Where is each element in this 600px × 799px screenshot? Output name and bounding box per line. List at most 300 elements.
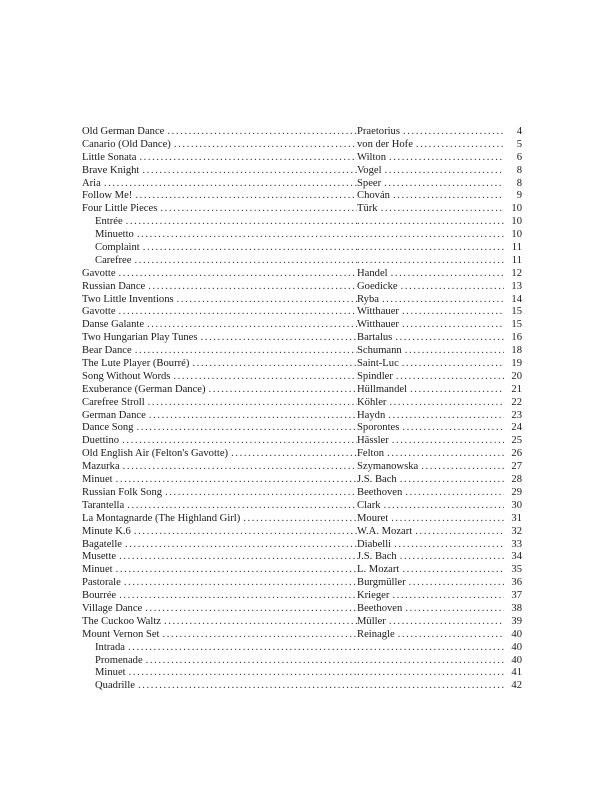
toc-composer-cell — [357, 371, 504, 384]
page-number: 8 — [516, 164, 522, 176]
piece-title: Follow Me! — [82, 190, 133, 202]
composer-name: Krieger — [357, 590, 390, 602]
composer-name: Diabelli — [357, 538, 392, 550]
toc-entry — [82, 564, 522, 577]
toc-title-cell — [82, 371, 357, 384]
toc-title-cell — [82, 590, 357, 603]
toc-composer-cell — [357, 203, 504, 216]
piece-title: Old English Air (Felton's Gavotte) — [82, 448, 229, 460]
toc-subentry — [82, 242, 522, 255]
piece-title: Carefree Stroll — [82, 396, 145, 408]
toc-title-cell — [82, 126, 357, 139]
piece-title: Minuet — [82, 564, 113, 576]
page-number: 4 — [516, 126, 522, 137]
page-number: 42 — [511, 680, 522, 692]
page-number: 29 — [511, 486, 522, 498]
dot-leader — [243, 513, 357, 526]
toc-entry — [82, 332, 522, 345]
toc-title-cell — [82, 487, 357, 500]
dot-leader — [173, 371, 357, 384]
dot-leader — [402, 422, 504, 435]
dot-leader — [126, 216, 357, 229]
composer-name: Saint-Luc — [357, 358, 399, 370]
toc-composer-cell — [357, 642, 504, 655]
toc-title-cell — [82, 384, 357, 397]
dot-leader — [127, 500, 357, 513]
page-number: 40 — [511, 628, 522, 640]
dot-leader — [394, 539, 504, 552]
table-of-contents — [82, 126, 522, 693]
piece-title: Quadrille — [95, 680, 136, 692]
piece-title: Exuberance (German Dance) — [82, 383, 206, 395]
toc-composer-cell — [357, 410, 504, 423]
piece-title: Minuet — [95, 667, 126, 679]
dot-leader — [357, 242, 504, 255]
toc-entry — [82, 526, 522, 539]
toc-title-cell — [82, 629, 357, 642]
composer-name: W.A. Mozart — [357, 525, 413, 537]
dot-leader — [146, 655, 357, 668]
page-number: 34 — [511, 551, 522, 563]
page-number: 10 — [511, 229, 522, 241]
toc-composer-cell — [357, 139, 504, 152]
toc-composer-cell — [357, 165, 504, 178]
toc-entry — [82, 474, 522, 487]
toc-entry — [82, 319, 522, 332]
toc-title-cell — [82, 435, 357, 448]
dot-leader — [384, 500, 504, 513]
toc-composer-cell — [357, 551, 504, 564]
page-number: 10 — [511, 203, 522, 215]
dot-leader — [147, 319, 357, 332]
dot-leader — [119, 551, 357, 564]
page-number: 13 — [511, 280, 522, 292]
dot-leader — [135, 345, 357, 358]
toc-entry — [82, 178, 522, 191]
piece-title: The Cuckoo Waltz — [82, 615, 161, 627]
piece-title: Song Without Words — [82, 370, 171, 382]
piece-title: The Lute Player (Bourré) — [82, 358, 190, 370]
page-number: 16 — [511, 332, 522, 344]
dot-leader — [357, 255, 504, 268]
dot-leader — [148, 281, 357, 294]
dot-leader — [405, 345, 504, 358]
page-number: 24 — [511, 422, 522, 434]
piece-title: Brave Knight — [82, 164, 140, 176]
toc-composer-cell — [357, 268, 504, 281]
dot-leader — [134, 255, 357, 268]
toc-composer-cell — [357, 294, 504, 307]
toc-composer-cell — [357, 629, 504, 642]
toc-composer-cell — [357, 655, 504, 668]
composer-name: Burgmüller — [357, 577, 406, 589]
piece-title: Duettino — [82, 435, 120, 447]
toc-composer-cell — [357, 577, 504, 590]
page-number: 9 — [516, 190, 522, 202]
toc-title-cell — [82, 178, 357, 191]
toc-entry — [82, 190, 522, 203]
toc-composer-cell — [357, 358, 504, 371]
composer-name: Sporontes — [357, 422, 400, 434]
composer-name: Schumann — [357, 345, 402, 357]
toc-title-cell — [82, 319, 357, 332]
piece-title: Dance Song — [82, 422, 134, 434]
toc-title-cell — [82, 139, 357, 152]
toc-title-cell — [82, 242, 357, 255]
dot-leader — [385, 165, 504, 178]
toc-title-cell — [82, 551, 357, 564]
toc-title-cell — [82, 345, 357, 358]
composer-name: Witthauer — [357, 306, 399, 318]
page-number: 6 — [516, 151, 522, 163]
toc-composer-cell — [357, 229, 504, 242]
toc-title-cell — [82, 358, 357, 371]
toc-composer-cell — [357, 242, 504, 255]
dot-leader — [148, 397, 357, 410]
toc-entry — [82, 306, 522, 319]
dot-leader — [405, 487, 504, 500]
piece-title: Danse Galante — [82, 319, 145, 331]
toc-title-cell — [82, 410, 357, 423]
page-number: 38 — [511, 602, 522, 614]
page-number: 33 — [511, 538, 522, 550]
piece-title: Two Little Inventions — [82, 293, 174, 305]
toc-entry — [82, 422, 522, 435]
toc-composer-cell — [357, 590, 504, 603]
dot-leader — [231, 448, 357, 461]
toc-title-cell — [82, 165, 357, 178]
toc-composer-cell — [357, 190, 504, 203]
dot-leader — [402, 564, 504, 577]
toc-composer-cell — [357, 216, 504, 229]
page-number: 41 — [511, 667, 522, 679]
composer-name: Haydn — [357, 409, 386, 421]
toc-entry — [82, 126, 522, 139]
page-number: 31 — [511, 512, 522, 524]
page-number: 15 — [511, 319, 522, 331]
piece-title: Two Hungarian Play Tunes — [82, 332, 198, 344]
toc-composer-cell — [357, 616, 504, 629]
dot-leader — [401, 281, 504, 294]
piece-title: Complaint — [95, 242, 140, 254]
dot-leader — [116, 564, 357, 577]
dot-leader — [201, 332, 358, 345]
toc-subentry — [82, 216, 522, 229]
composer-name: Beethoven — [357, 602, 403, 614]
toc-entry — [82, 384, 522, 397]
dot-leader — [135, 190, 357, 203]
piece-title: Gavotte — [82, 267, 116, 279]
page-number: 19 — [511, 358, 522, 370]
toc-composer-cell — [357, 513, 504, 526]
toc-entry — [82, 500, 522, 513]
toc-entry — [82, 551, 522, 564]
page-number: 21 — [511, 383, 522, 395]
toc-composer-cell — [357, 487, 504, 500]
toc-title-cell — [82, 152, 357, 165]
page-number: 37 — [511, 590, 522, 602]
dot-leader — [382, 294, 504, 307]
toc-entry — [82, 139, 522, 152]
dot-leader — [138, 680, 357, 693]
toc-entry — [82, 448, 522, 461]
dot-leader — [400, 551, 504, 564]
piece-title: Bagatelle — [82, 538, 123, 550]
piece-title: Canario (Old Dance) — [82, 138, 171, 150]
toc-title-cell — [82, 655, 357, 668]
composer-name: Witthauer — [357, 319, 399, 331]
composer-name: Goedicke — [357, 280, 398, 292]
toc-title-cell — [82, 603, 357, 616]
composer-name: Hüllmandel — [357, 383, 408, 395]
toc-title-cell — [82, 616, 357, 629]
toc-entry — [82, 461, 522, 474]
toc-entry — [82, 577, 522, 590]
toc-composer-cell — [357, 539, 504, 552]
dot-leader — [391, 513, 504, 526]
composer-name: Szymanowska — [357, 461, 419, 473]
toc-entry — [82, 539, 522, 552]
toc-entry — [82, 268, 522, 281]
toc-entry — [82, 152, 522, 165]
dot-leader — [129, 667, 357, 680]
toc-composer-cell — [357, 500, 504, 513]
dot-leader — [357, 680, 504, 693]
dot-leader — [119, 590, 357, 603]
piece-title: Entrée — [95, 216, 123, 228]
toc-composer-cell — [357, 319, 504, 332]
toc-entry — [82, 435, 522, 448]
page-number: 40 — [511, 641, 522, 653]
toc-entry — [82, 629, 522, 642]
piece-title: Minuet — [82, 474, 113, 486]
dot-leader — [160, 203, 357, 216]
toc-composer-cell — [357, 422, 504, 435]
piece-title: Aria — [82, 177, 101, 189]
dot-leader — [174, 139, 357, 152]
toc-composer-cell — [357, 384, 504, 397]
page-number: 10 — [511, 216, 522, 228]
page-number: 11 — [511, 254, 522, 266]
dot-leader — [389, 616, 504, 629]
dot-leader — [142, 165, 357, 178]
toc-title-cell — [82, 306, 357, 319]
toc-title-cell — [82, 680, 357, 693]
page-number: 25 — [511, 435, 522, 447]
page-number: 30 — [511, 499, 522, 511]
toc-title-cell — [82, 461, 357, 474]
dot-leader — [192, 358, 357, 371]
dot-leader — [125, 539, 357, 552]
dot-leader — [209, 384, 357, 397]
dot-leader — [388, 410, 504, 423]
dot-leader — [149, 410, 357, 423]
composer-name: J.S. Bach — [357, 551, 397, 563]
dot-leader — [167, 126, 357, 139]
dot-leader — [402, 358, 504, 371]
dot-leader — [119, 306, 357, 319]
toc-entry — [82, 345, 522, 358]
toc-title-cell — [82, 294, 357, 307]
toc-composer-cell — [357, 461, 504, 474]
dot-leader — [165, 487, 357, 500]
dot-leader — [116, 474, 357, 487]
dot-leader — [134, 526, 357, 539]
page-number: 35 — [511, 564, 522, 576]
dot-leader — [177, 294, 357, 307]
piece-title: Promenade — [95, 654, 143, 666]
page-number: 32 — [511, 525, 522, 537]
toc-title-cell — [82, 216, 357, 229]
dot-leader — [128, 642, 357, 655]
toc-composer-cell — [357, 345, 504, 358]
composer-name: J.S. Bach — [357, 474, 397, 486]
composer-name: Felton — [357, 448, 385, 460]
composer-name: L. Mozart — [357, 564, 400, 576]
dot-leader — [357, 655, 504, 668]
dot-leader — [398, 629, 504, 642]
piece-title: Bourrée — [82, 590, 117, 602]
toc-title-cell — [82, 422, 357, 435]
piece-title: Minute K.6 — [82, 525, 131, 537]
toc-subentry — [82, 667, 522, 680]
piece-title: Village Dance — [82, 602, 143, 614]
toc-entry — [82, 590, 522, 603]
piece-title: Carefree — [95, 254, 132, 266]
toc-title-cell — [82, 500, 357, 513]
toc-title-cell — [82, 667, 357, 680]
piece-title: Musette — [82, 551, 117, 563]
toc-title-cell — [82, 526, 357, 539]
toc-subentry — [82, 655, 522, 668]
toc-composer-cell — [357, 306, 504, 319]
dot-leader — [400, 474, 504, 487]
toc-title-cell — [82, 513, 357, 526]
dot-leader — [384, 178, 504, 191]
piece-title: Tarantella — [82, 499, 125, 511]
dot-leader — [104, 178, 357, 191]
dot-leader — [402, 306, 504, 319]
piece-title: Russian Folk Song — [82, 486, 163, 498]
composer-name: Chován — [357, 190, 390, 202]
dot-leader — [410, 384, 504, 397]
toc-composer-cell — [357, 178, 504, 191]
toc-composer-cell — [357, 397, 504, 410]
piece-title: Mazurka — [82, 461, 120, 473]
dot-leader — [421, 461, 504, 474]
toc-title-cell — [82, 577, 357, 590]
dot-leader — [139, 152, 357, 165]
dot-leader — [389, 397, 504, 410]
dot-leader — [164, 616, 357, 629]
composer-name: Wilton — [357, 151, 386, 163]
dot-leader — [389, 152, 504, 165]
page-number: 11 — [511, 242, 522, 254]
page-number: 20 — [511, 370, 522, 382]
toc-title-cell — [82, 448, 357, 461]
page-number: 36 — [511, 577, 522, 589]
dot-leader — [403, 126, 504, 139]
toc-subentry — [82, 642, 522, 655]
page-number: 26 — [511, 448, 522, 460]
page-number: 8 — [516, 177, 522, 189]
toc-entry — [82, 281, 522, 294]
piece-title: La Montagnarde (The Highland Girl) — [82, 512, 241, 524]
dot-leader — [396, 371, 504, 384]
composer-name: Hässler — [357, 435, 389, 447]
composer-name: Clark — [357, 499, 381, 511]
dot-leader — [137, 229, 357, 242]
toc-composer-cell — [357, 526, 504, 539]
dot-leader — [405, 603, 504, 616]
dot-leader — [163, 629, 358, 642]
composer-name: Türk — [357, 203, 378, 215]
piece-title: Bear Dance — [82, 345, 132, 357]
dot-leader — [124, 577, 357, 590]
piece-title: Minuetto — [95, 229, 134, 241]
page-number: 39 — [511, 615, 522, 627]
page-number: 18 — [511, 345, 522, 357]
composer-name: Mouret — [357, 512, 389, 524]
page-number: 22 — [511, 396, 522, 408]
toc-entry — [82, 603, 522, 616]
toc-composer-cell — [357, 448, 504, 461]
piece-title: Intrada — [95, 641, 125, 653]
toc-title-cell — [82, 332, 357, 345]
toc-composer-cell — [357, 435, 504, 448]
toc-subentry — [82, 229, 522, 242]
toc-composer-cell — [357, 667, 504, 680]
composer-name: Praetorius — [357, 126, 400, 137]
piece-title: Russian Dance — [82, 280, 146, 292]
toc-composer-cell — [357, 255, 504, 268]
toc-title-cell — [82, 190, 357, 203]
page-number: 14 — [511, 293, 522, 305]
toc-title-cell — [82, 397, 357, 410]
dot-leader — [123, 461, 357, 474]
dot-leader — [119, 268, 357, 281]
page-number: 12 — [511, 267, 522, 279]
toc-composer-cell — [357, 603, 504, 616]
toc-title-cell — [82, 268, 357, 281]
dot-leader — [395, 332, 504, 345]
dot-leader — [357, 667, 504, 680]
toc-composer-cell — [357, 152, 504, 165]
composer-name: Ryba — [357, 293, 379, 305]
toc-entry — [82, 294, 522, 307]
dot-leader — [391, 268, 504, 281]
toc-composer-cell — [357, 332, 504, 345]
dot-leader — [143, 242, 357, 255]
composer-name: Beethoven — [357, 486, 403, 498]
toc-composer-cell — [357, 474, 504, 487]
dot-leader — [122, 435, 357, 448]
toc-composer-cell — [357, 564, 504, 577]
toc-title-cell — [82, 229, 357, 242]
page-number: 28 — [511, 474, 522, 486]
dot-leader — [387, 448, 504, 461]
page-number: 15 — [511, 306, 522, 318]
dot-leader — [415, 526, 504, 539]
page-number: 27 — [511, 461, 522, 473]
composer-name: Handel — [357, 267, 388, 279]
toc-title-cell — [82, 203, 357, 216]
piece-title: Four Little Pieces — [82, 203, 158, 215]
dot-leader — [392, 590, 504, 603]
toc-entry — [82, 397, 522, 410]
page-number: 40 — [511, 654, 522, 666]
toc-title-cell — [82, 474, 357, 487]
